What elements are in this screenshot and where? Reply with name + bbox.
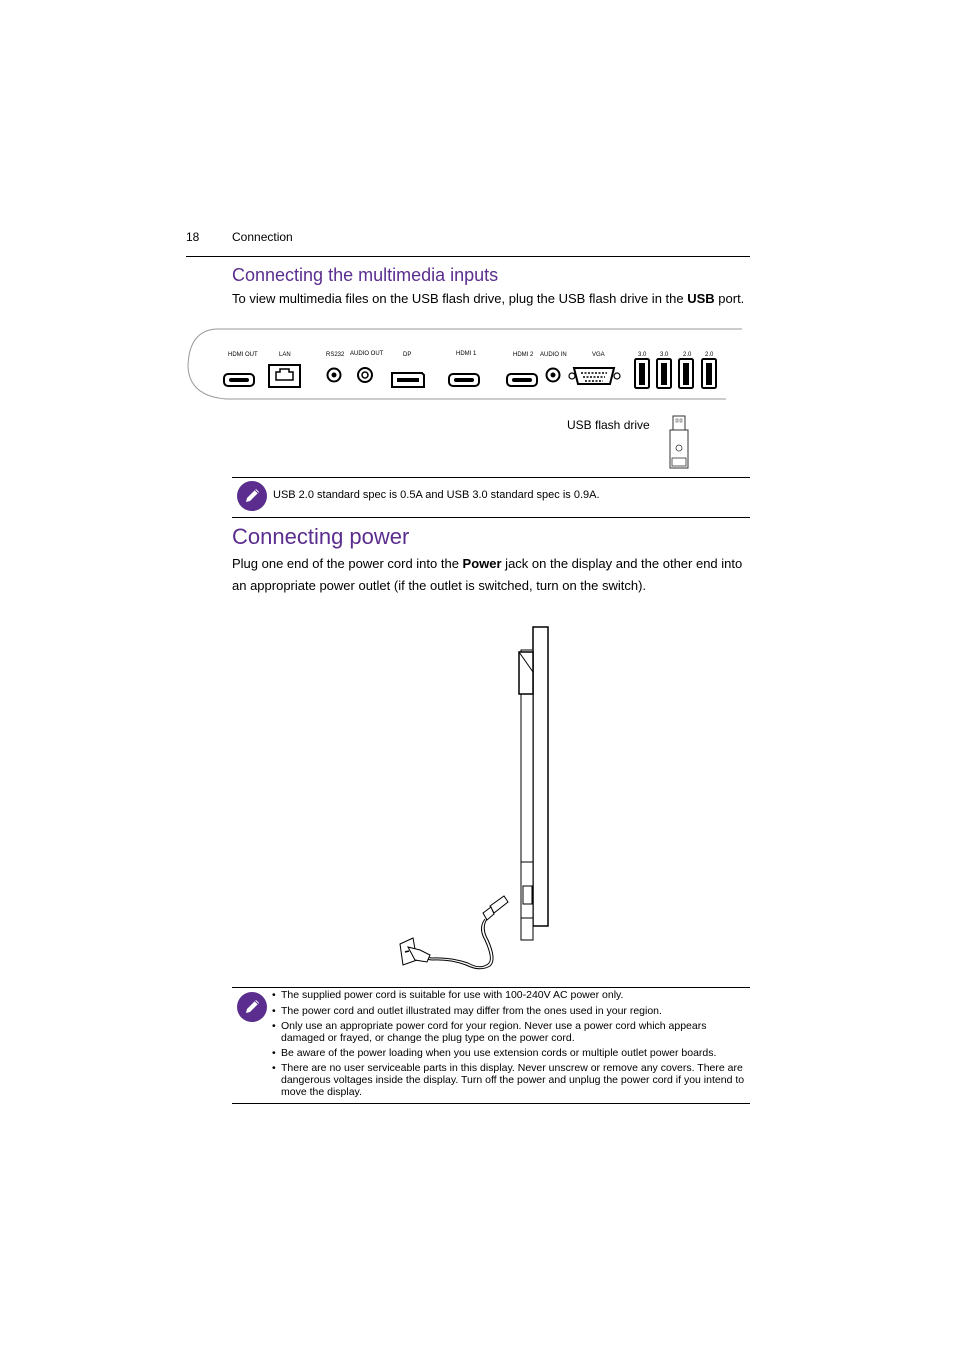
wall-outlet-icon: [400, 938, 430, 965]
power-note-bottom-rule: [232, 1103, 750, 1104]
port-label: DP: [403, 352, 412, 358]
usb-port: [702, 359, 716, 388]
lan-port: [269, 365, 300, 387]
hdmi1-port: [449, 374, 479, 386]
power-heading: Connecting power: [232, 524, 410, 549]
usb-port: [679, 359, 693, 388]
page-number: 18: [186, 230, 200, 244]
power-plug-icon: [483, 896, 508, 920]
hdmi2-port: [507, 374, 537, 386]
power-note-item: • The supplied power cord is suitable for use with 100-240V AC power only.: [272, 989, 624, 1001]
port-label: 2.0: [705, 352, 714, 358]
note-top-rule: [232, 477, 750, 478]
port-label: AUDIO IN: [540, 352, 567, 358]
power-note-top-rule: [232, 987, 750, 988]
port-label: HDMI OUT: [228, 352, 258, 358]
usb-flash-drive-label: USB flash drive: [567, 418, 650, 432]
port-label: 2.0: [683, 352, 692, 358]
port-label: RS232: [326, 352, 345, 358]
port-label: 3.0: [660, 352, 669, 358]
power-connection-illustration: [390, 620, 560, 980]
port-label: AUDIO OUT: [350, 351, 384, 357]
port-label: VGA: [592, 352, 605, 358]
usb-note-text: USB 2.0 standard spec is 0.5A and USB 3.0 standard spec is 0.9A.: [273, 489, 600, 501]
display-side-profile: [519, 627, 548, 940]
power-note-item: • The power cord and outlet illustrated may differ from the ones used in your region.: [272, 1005, 662, 1017]
power-note-item: • Only use an appropriate power cord for your region. Never use a power cord which appears damaged or frayed, or change the plug type on the power cord.: [272, 1020, 707, 1044]
multimedia-intro: To view multimedia files on the USB flash drive, plug the USB flash drive in the USB port.: [232, 291, 745, 306]
port-label: HDMI 2: [513, 352, 534, 358]
hdmi-out-port: [224, 374, 254, 386]
audio-out-port: [358, 368, 372, 382]
section-title: Connection: [232, 230, 293, 244]
pencil-icon: [237, 481, 267, 511]
usb-port: [635, 359, 649, 388]
port-panel-illustration: [186, 326, 750, 476]
multimedia-heading: Connecting the multimedia inputs: [232, 265, 499, 285]
port-label: HDMI 1: [456, 351, 477, 357]
usb-flash-drive-icon: [670, 416, 688, 468]
header-divider: [186, 256, 750, 257]
power-note-item: • There are no user serviceable parts in this display. Never unscrew or remove any covers. There are dangerous voltages inside the display. Turn off the power and unplug the power cord if you intend to move the display.: [272, 1062, 745, 1098]
power-intro: Plug one end of the power cord into the Power jack on the display and the other end into an appropriate power outlet (if the outlet is switched, turn on the switch).: [232, 556, 743, 593]
pencil-icon: [237, 992, 267, 1022]
power-note-item: • Be aware of the power loading when you use extension cords or multiple outlet power boards.: [272, 1047, 717, 1059]
port-label: 3.0: [638, 352, 647, 358]
note-bottom-rule: [232, 517, 750, 518]
port-label: LAN: [279, 352, 291, 358]
rs232-port: [328, 369, 341, 382]
displayport-port: [392, 373, 424, 387]
usb-port: [657, 359, 671, 388]
vga-port: [569, 368, 620, 384]
audio-in-port: [547, 369, 560, 382]
